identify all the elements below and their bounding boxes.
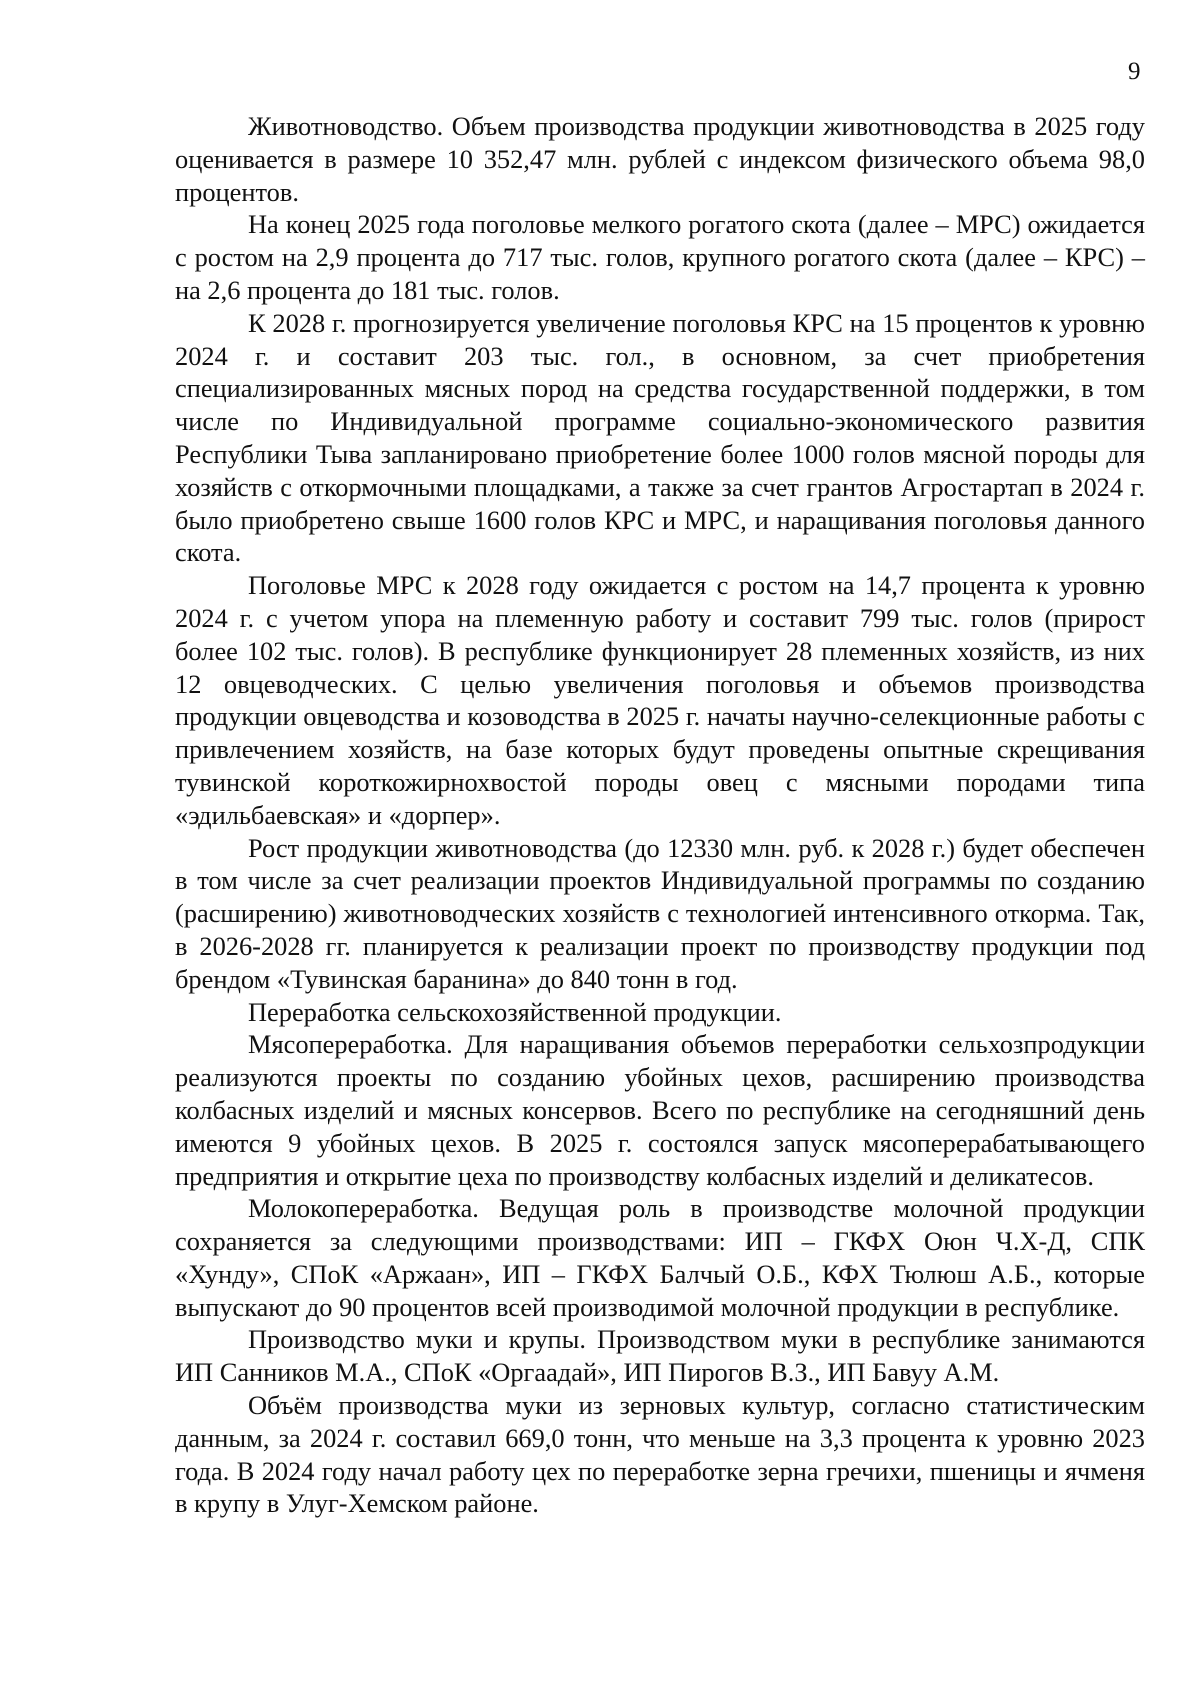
paragraph-flour-volume: Объём производства муки из зерновых культур, согласно статистическим данным, за 2024 г. составил 669,0 тонн, что меньше на 3,3 процента к уровню 2023 года. В 2024 году начал работу цех по переработке зерна гречихи, пшеницы и ячменя в крупу в Улуг-Хемском районе. bbox=[175, 1390, 1145, 1519]
paragraph-small-cattle-forecast: Поголовье МРС к 2028 году ожидается с ростом на 14,7 процента к уровню 2024 г. с учетом упора на племенную работу и составит 799 тыс. голов (прирост более 102 тыс. голов). В республике функционирует 28 племенных хозяйств, из них 12 овцеводческих. С целью увеличения поголовья и объемов производства продукции овцеводства и козоводства в 2025 г. начаты научно-селекционные работы с привлечением хозяйств, на базе которых будут проведены опытные скрещивания тувинской короткожирнохвостой породы овец с мясными породами типа «эдильбаевская» и «дорпер». bbox=[175, 570, 1145, 830]
paragraph-milk-processing: Молокопереработка. Ведущая роль в производстве молочной продукции сохраняется за следующими производствами: ИП – ГКФХ Оюн Ч.Х-Д, СПК «Хунду», СПоК «Аржаан», ИП – ГКФХ Балчый О.Б., КФХ Тюлюш А.Б., которые выпускают до 90 процентов всей производимой молочной продукции в республике. bbox=[175, 1193, 1145, 1322]
paragraph-livestock-volume: Животноводство. Объем производства продукции животноводства в 2025 году оценивается в размере 10 352,47 млн. рублей с индексом физического объема 98,0 процентов. bbox=[175, 111, 1145, 207]
paragraph-cattle-forecast-2028: К 2028 г. прогнозируется увеличение поголовья КРС на 15 процентов к уровню 2024 г. и составит 203 тыс. гол., в основном, за счет приобретения специализированных мясных пород на средства государственной поддержки, в том числе по Индивидуальной программе социально-экономического развития Республики Тыва запланировано приобретение более 1000 голов мясной породы для хозяйств с откормочными площадками, а также за счет грантов Агростартап в 2024 г. было приобретено свыше 1600 голов КРС и МРС, и наращивания поголовья данного скота. bbox=[175, 307, 1145, 568]
paragraph-processing-heading: Переработка сельскохозяйственной продукции. bbox=[248, 996, 782, 1027]
page-number: 9 bbox=[1128, 58, 1141, 85]
paragraph-livestock-growth: Рост продукции животноводства (до 12330 млн. руб. к 2028 г.) будет обеспечен в том числе за счет реализации проектов Индивидуальной программы по созданию (расширению) животноводческих хозяйств с технологией интенсивного откорма. Так, в 2026-2028 гг. планируется к реализации проект по производству продукции под брендом «Тувинская баранина» до 840 тонн в год. bbox=[175, 832, 1145, 994]
document-body bbox=[175, 110, 1145, 1520]
paragraph-meat-processing: Мясопереработка. Для наращивания объемов переработки сельхозпродукции реализуются проекты по созданию убойных цехов, расширению производства колбасных изделий и мясных консервов. Всего по республике на сегодняшний день имеются 9 убойных цехов. В 2025 г. состоялся запуск мясоперерабатывающего предприятия и открытие цеха по производству колбасных изделий и деликатесов. bbox=[175, 1029, 1145, 1191]
paragraph-livestock-herd-2025: На конец 2025 года поголовье мелкого рогатого скота (далее – МРС) ожидается с ростом на 2,9 процента до 717 тыс. голов, крупного рогатого скота (далее – КРС) – на 2,6 процента до 181 тыс. голов. bbox=[175, 209, 1145, 305]
paragraph-flour-producers: Производство муки и крупы. Производством муки в республике занимаются ИП Санников М.А., СПоК «Оргаадай», ИП Пирогов В.З., ИП Бавуу А.М. bbox=[175, 1324, 1145, 1388]
